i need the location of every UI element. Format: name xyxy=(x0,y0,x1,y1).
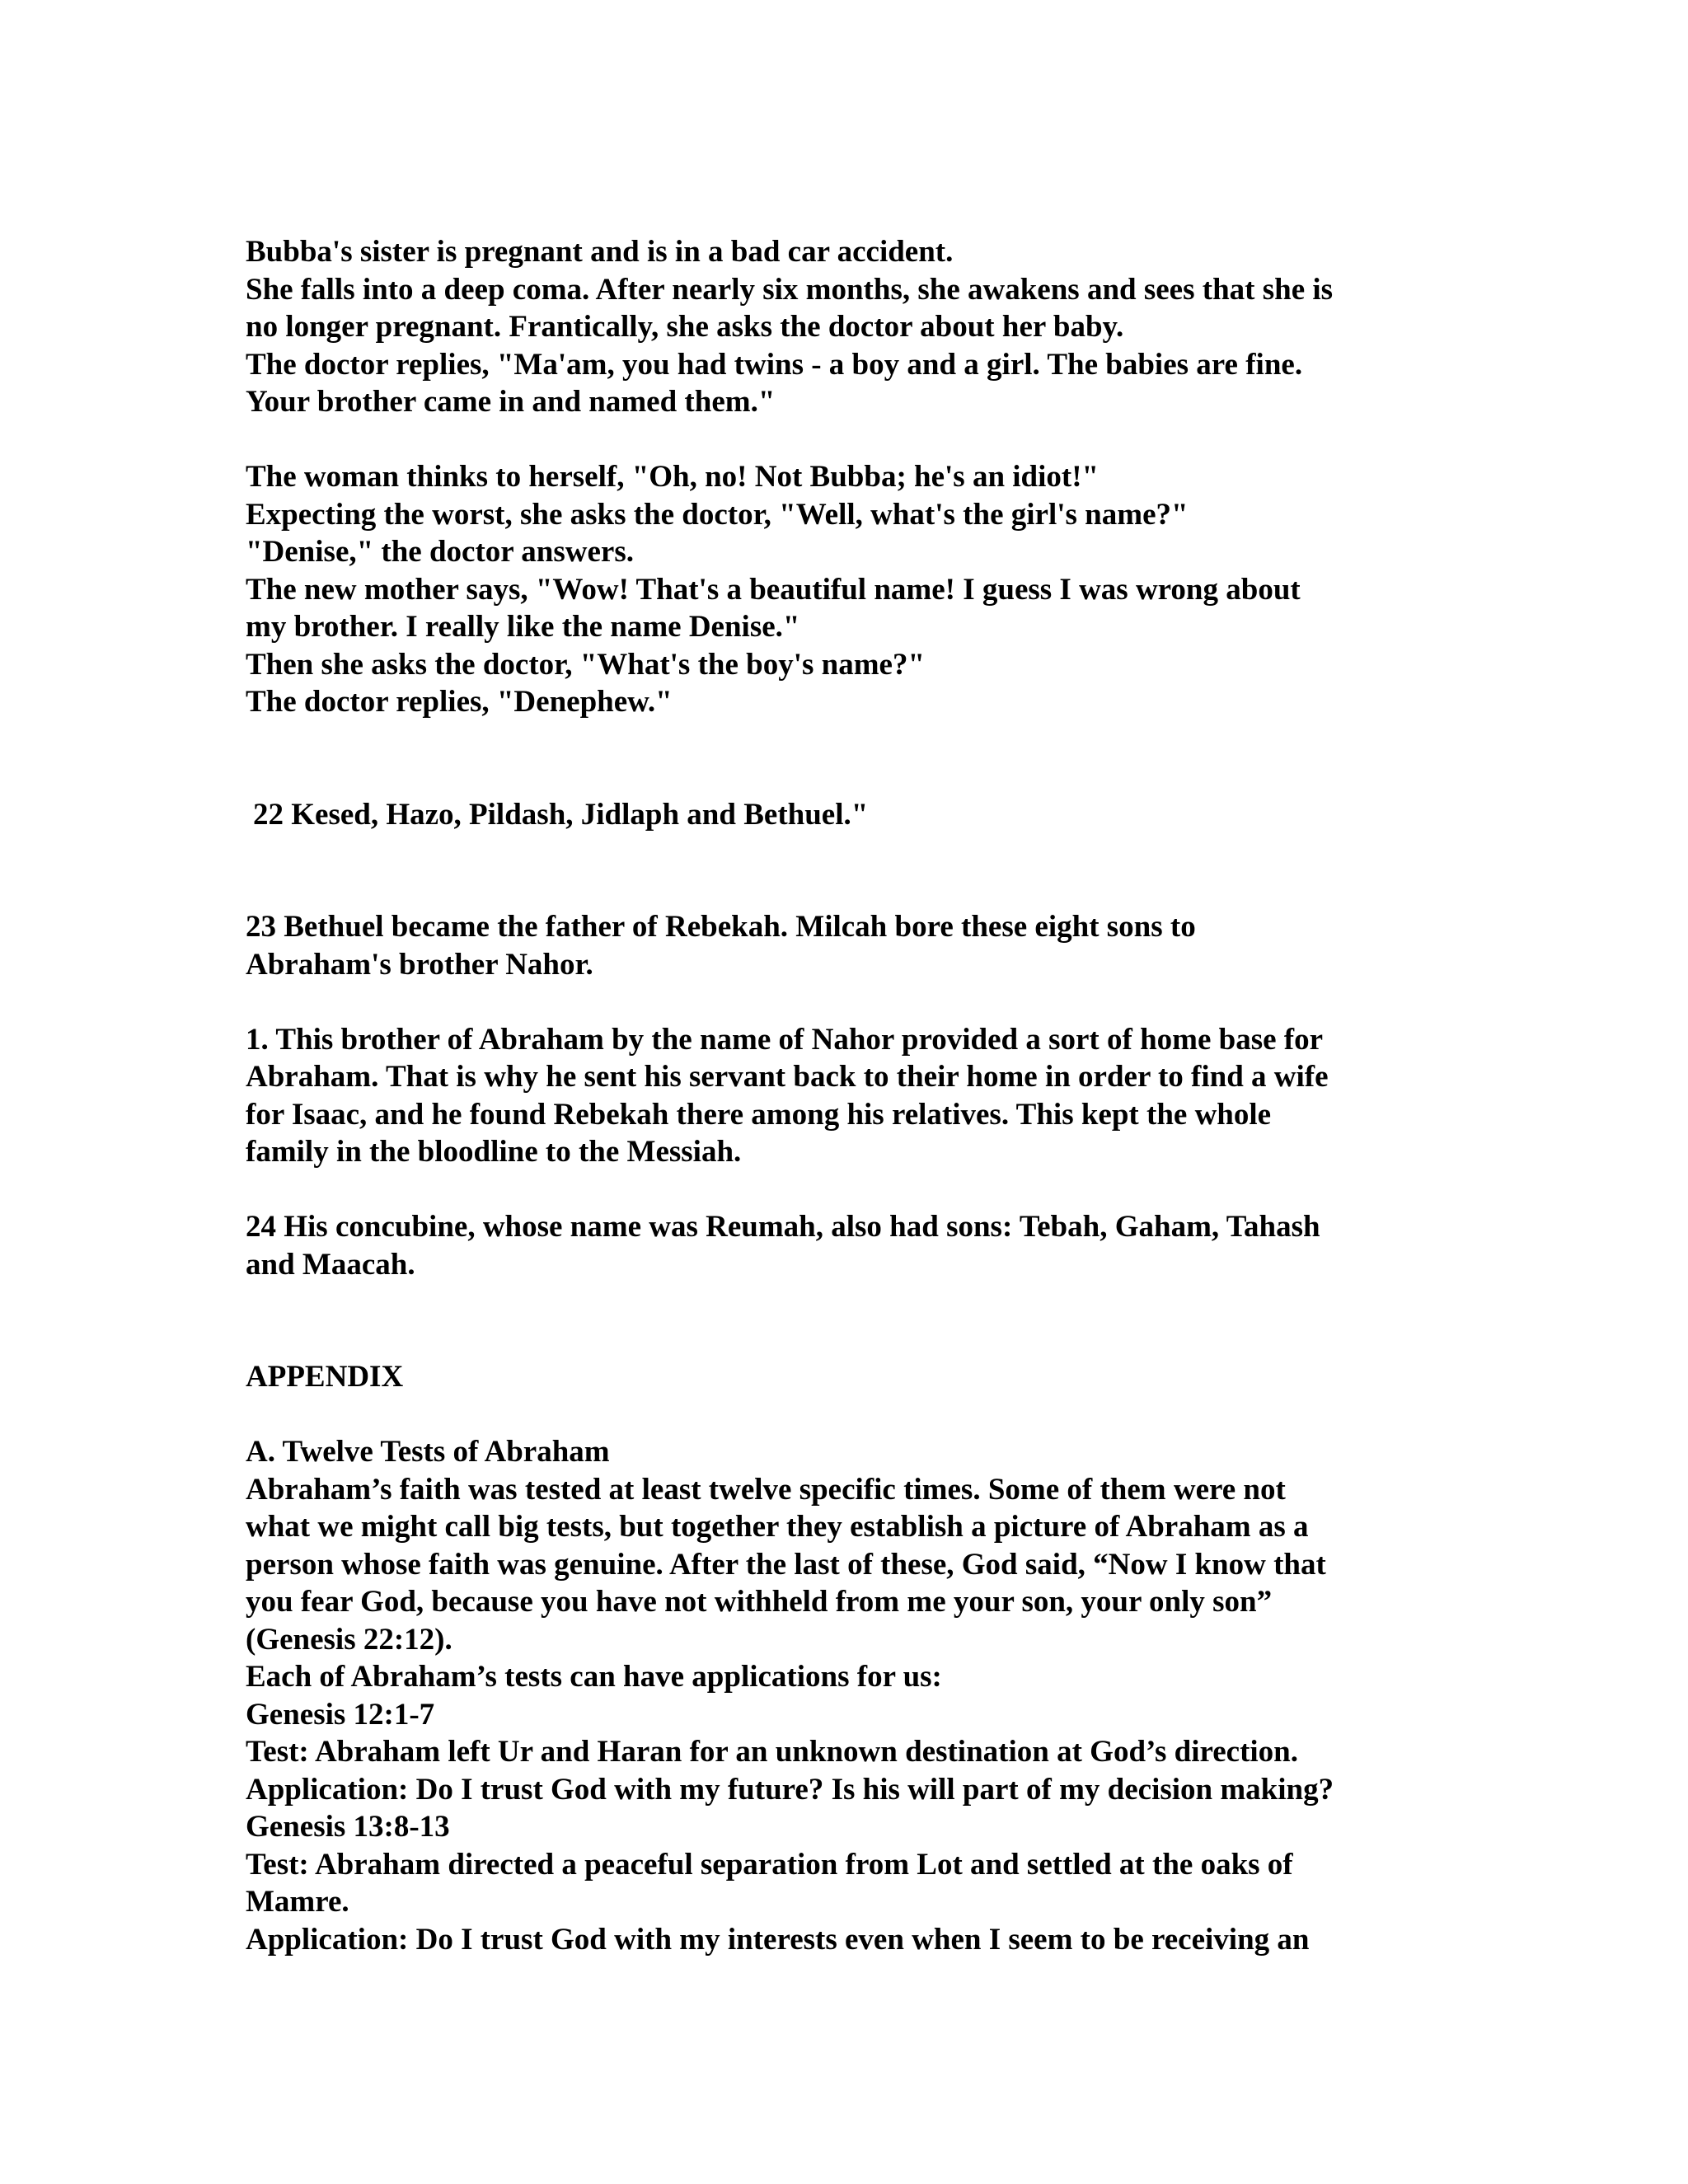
text-line: The doctor replies, "Ma'am, you had twins - a boy and a girl. The babies are fine. xyxy=(246,347,1303,382)
text-line: Abraham’s faith was tested at least twelve specific times. Some of them were not xyxy=(246,1472,1286,1507)
text-line: Then she asks the doctor, "What's the boy's name?" xyxy=(246,647,926,682)
text-line: 1. This brother of Abraham by the name of Nahor provided a sort of home base for xyxy=(246,1022,1324,1057)
note-1 xyxy=(246,1021,1449,1171)
subsection-title: A. Twelve Tests of Abraham xyxy=(246,1435,610,1469)
verse-22 xyxy=(246,796,1449,834)
text-line: 24 His concubine, whose name was Reumah, also had sons: Tebah, Gaham, Tahash xyxy=(246,1210,1320,1244)
text-line: you fear God, because you have not withheld from me your son, your only son” xyxy=(246,1585,1273,1619)
text-line: and Maacah. xyxy=(246,1247,415,1282)
text-line: Application: Do I trust God with my interests even when I seem to be receiving an xyxy=(246,1922,1310,1957)
spacer xyxy=(246,1171,1449,1209)
section-heading: APPENDIX xyxy=(246,1360,404,1394)
text-line: (Genesis 22:12). xyxy=(246,1622,452,1657)
text-line: "Denise," the doctor answers. xyxy=(246,535,634,569)
spacer xyxy=(246,1396,1449,1434)
text-line: The new mother says, "Wow! That's a beautiful name! I guess I was wrong about xyxy=(246,572,1301,607)
scripture-reference: Genesis 13:8-13 xyxy=(246,1810,450,1844)
text-line: Bubba's sister is pregnant and is in a bad car accident. xyxy=(246,235,954,269)
joke-paragraph-2 xyxy=(246,458,1449,721)
text-line: Abraham's brother Nahor. xyxy=(246,947,593,982)
text-line: Mamre. xyxy=(246,1885,349,1919)
spacer xyxy=(246,421,1449,459)
scripture-reference: Genesis 12:1-7 xyxy=(246,1697,435,1732)
text-line: Your brother came in and named them." xyxy=(246,385,776,419)
text-line: Test: Abraham left Ur and Haran for an unknown destination at God’s direction. xyxy=(246,1735,1299,1769)
text-line: person whose faith was genuine. After the last of these, God said, “Now I know that xyxy=(246,1547,1326,1582)
appendix-body xyxy=(246,1433,1449,1958)
verse-24 xyxy=(246,1208,1449,1283)
appendix-heading xyxy=(246,1358,1449,1396)
text-line: Application: Do I trust God with my future? Is his will part of my decision making? xyxy=(246,1772,1334,1807)
text-line: family in the bloodline to the Messiah. xyxy=(246,1135,742,1169)
text-line: Each of Abraham’s tests can have applications for us: xyxy=(246,1660,942,1694)
text-line: 22 Kesed, Hazo, Pildash, Jidlaph and Bethuel." xyxy=(253,797,869,832)
text-line: The woman thinks to herself, "Oh, no! Not Bubba; he's an idiot!" xyxy=(246,460,1100,494)
text-line: my brother. I really like the name Denise." xyxy=(246,610,800,644)
text-line: no longer pregnant. Frantically, she asks the doctor about her baby. xyxy=(246,310,1124,344)
joke-paragraph-1 xyxy=(246,233,1449,421)
text-line: She falls into a deep coma. After nearly six months, she awakens and sees that she is xyxy=(246,272,1334,307)
spacer xyxy=(246,833,1449,908)
document-page xyxy=(246,233,1449,1958)
spacer xyxy=(246,1283,1449,1358)
text-line: Expecting the worst, she asks the doctor, "Well, what's the girl's name?" xyxy=(246,497,1189,532)
text-line: 23 Bethuel became the father of Rebekah. Milcah bore these eight sons to xyxy=(246,910,1196,944)
text-line: Abraham. That is why he sent his servant back to their home in order to find a wife xyxy=(246,1060,1329,1094)
text-line: The doctor replies, "Denephew." xyxy=(246,685,673,719)
spacer xyxy=(246,983,1449,1021)
verse-23 xyxy=(246,908,1449,983)
text-line: for Isaac, and he found Rebekah there among his relatives. This kept the whole xyxy=(246,1097,1272,1132)
text-line: what we might call big tests, but together they establish a picture of Abraham as a xyxy=(246,1510,1309,1544)
text-line: Test: Abraham directed a peaceful separation from Lot and settled at the oaks of xyxy=(246,1847,1293,1882)
spacer xyxy=(246,721,1449,796)
